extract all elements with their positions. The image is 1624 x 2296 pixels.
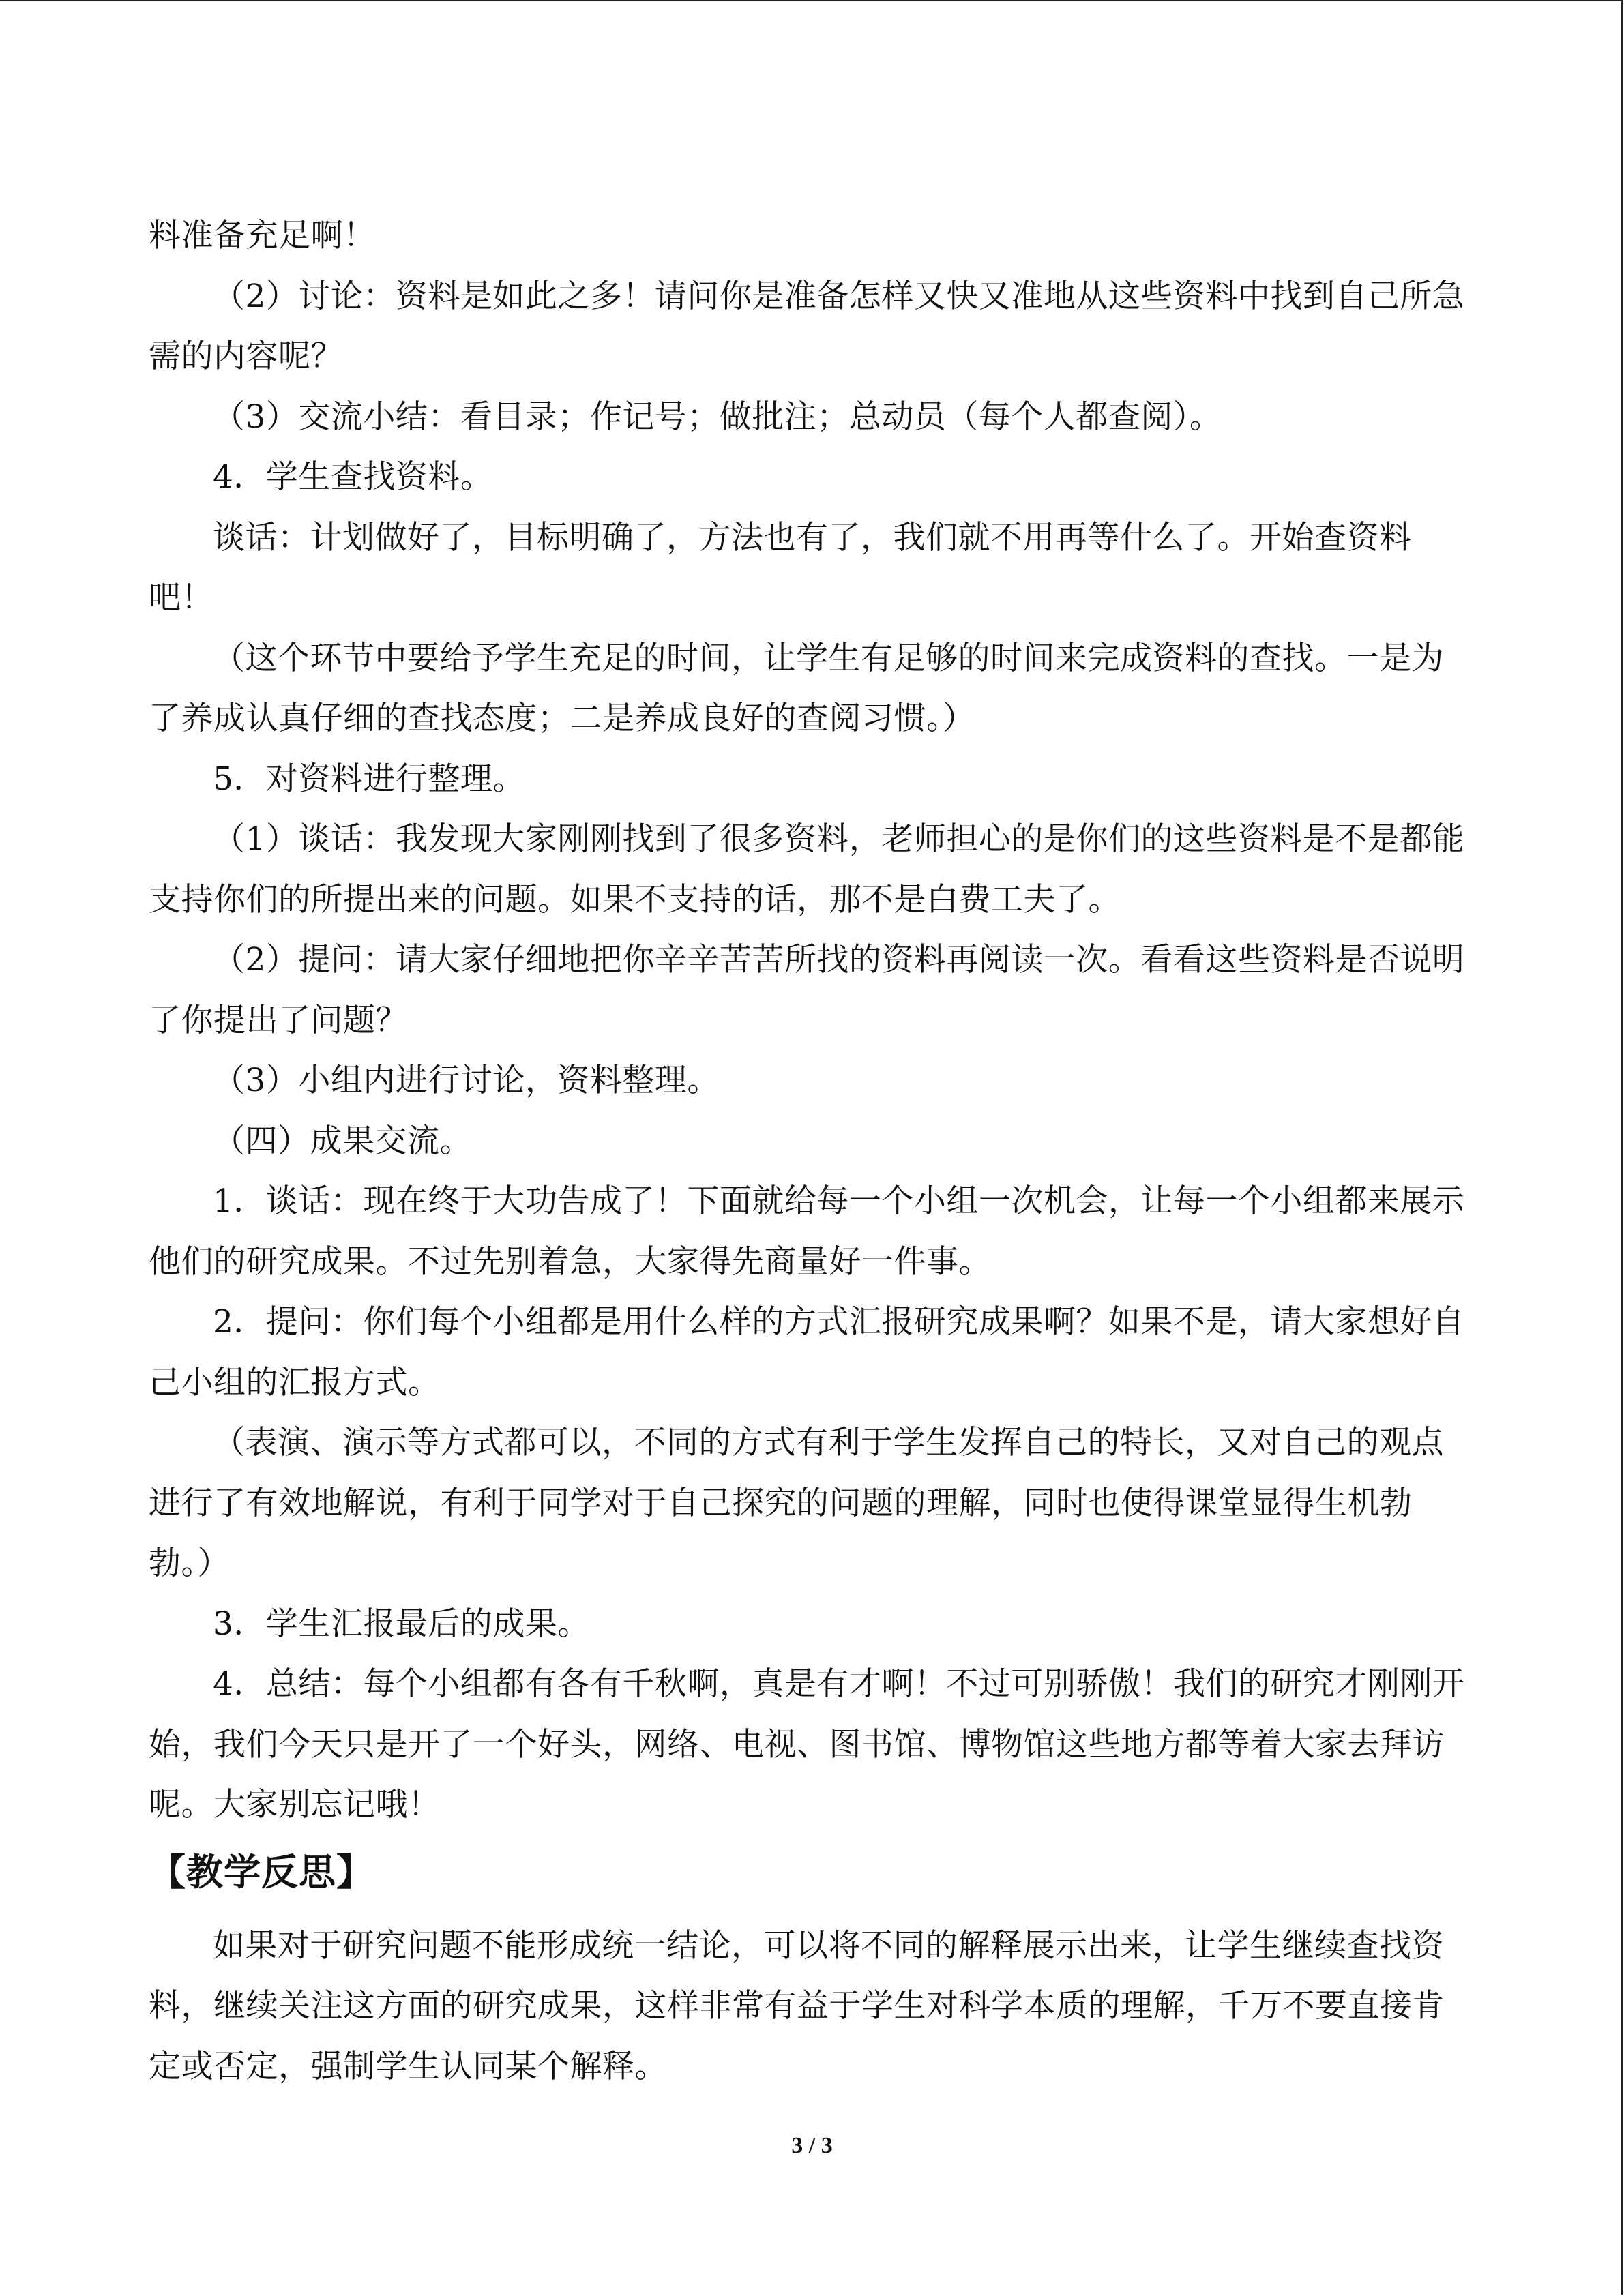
- paragraph-6: （这个环节中要给予学生充足的时间，让学生有足够的时间来完成资料的查找。一是为了养成认真仔细的查找态度；二是养成良好的查阅习惯。）: [149, 639, 1444, 737]
- paragraph-13: 2．提问：你们每个小组都是用什么样的方式汇报研究成果啊？如果不是，请大家想好自己小组的汇报方式。: [149, 1303, 1465, 1401]
- paragraph-2: （2）讨论：资料是如此之多！请问你是准备怎样又快又准地从这些资料中找到自己所急需的内容呢？: [149, 277, 1465, 375]
- paragraph-11: （四）成果交流。: [213, 1122, 472, 1160]
- paragraph-3: （3）交流小结：看目录；作记号；做批注；总动员（每个人都查阅）。: [213, 398, 1222, 436]
- page-number: 3 / 3: [791, 2133, 833, 2158]
- paragraph-15: 3．学生汇报最后的成果。: [213, 1605, 590, 1643]
- paragraph-5: 谈话：计划做好了，目标明确了，方法也有了，我们就不用再等什么了。开始查资料吧！: [149, 518, 1412, 616]
- paragraph-12: 1．谈话：现在终于大功告成了！下面就给每一个小组一次机会，让每一个小组都来展示他们的研究成果。不过先别着急，大家得先商量好一件事。: [149, 1182, 1465, 1281]
- paragraph-16: 4．总结：每个小组都有各有千秋啊，真是有才啊！不过可别骄傲！我们的研究才刚刚开始，我们今天只是开了一个好头，网络、电视、图书馆、博物馆这些地方都等着大家去拜访呢。大家别忘记哦！: [149, 1665, 1465, 1823]
- paragraph-4: 4．学生查找资料。: [213, 458, 493, 496]
- reflection-paragraph: 如果对于研究问题不能形成统一结论，可以将不同的解释展示出来，让学生继续查找资料，继续关注这方面的研究成果，这样非常有益于学生对科学本质的理解，千万不要直接肯定或否定，强制学生认同某个解释。: [149, 1926, 1445, 2085]
- paragraph-10: （3）小组内进行讨论，资料整理。: [213, 1062, 720, 1099]
- paragraph-1: 料准备充足啊！: [149, 217, 376, 254]
- document-body: [149, 206, 1475, 2097]
- paragraph-8: （1）谈话：我发现大家刚刚找到了很多资料，老师担心的是你们的这些资料是不是都能支持你们的所提出来的问题。如果不支持的话，那不是白费工夫了。: [149, 820, 1465, 919]
- paragraph-9: （2）提问：请大家仔细地把你辛辛苦苦所找的资料再阅读一次。看看这些资料是否说明了你提出了问题？: [149, 941, 1465, 1039]
- reflection-heading: 【教学反思】: [149, 1850, 374, 1894]
- paragraph-14: （表演、演示等方式都可以，不同的方式有利于学生发挥自己的特长，又对自己的观点进行了有效地解说，有利于同学对于自己探究的问题的理解，同时也使得课堂显得生机勃勃。）: [149, 1424, 1444, 1582]
- paragraph-7: 5．对资料进行整理。: [213, 760, 525, 798]
